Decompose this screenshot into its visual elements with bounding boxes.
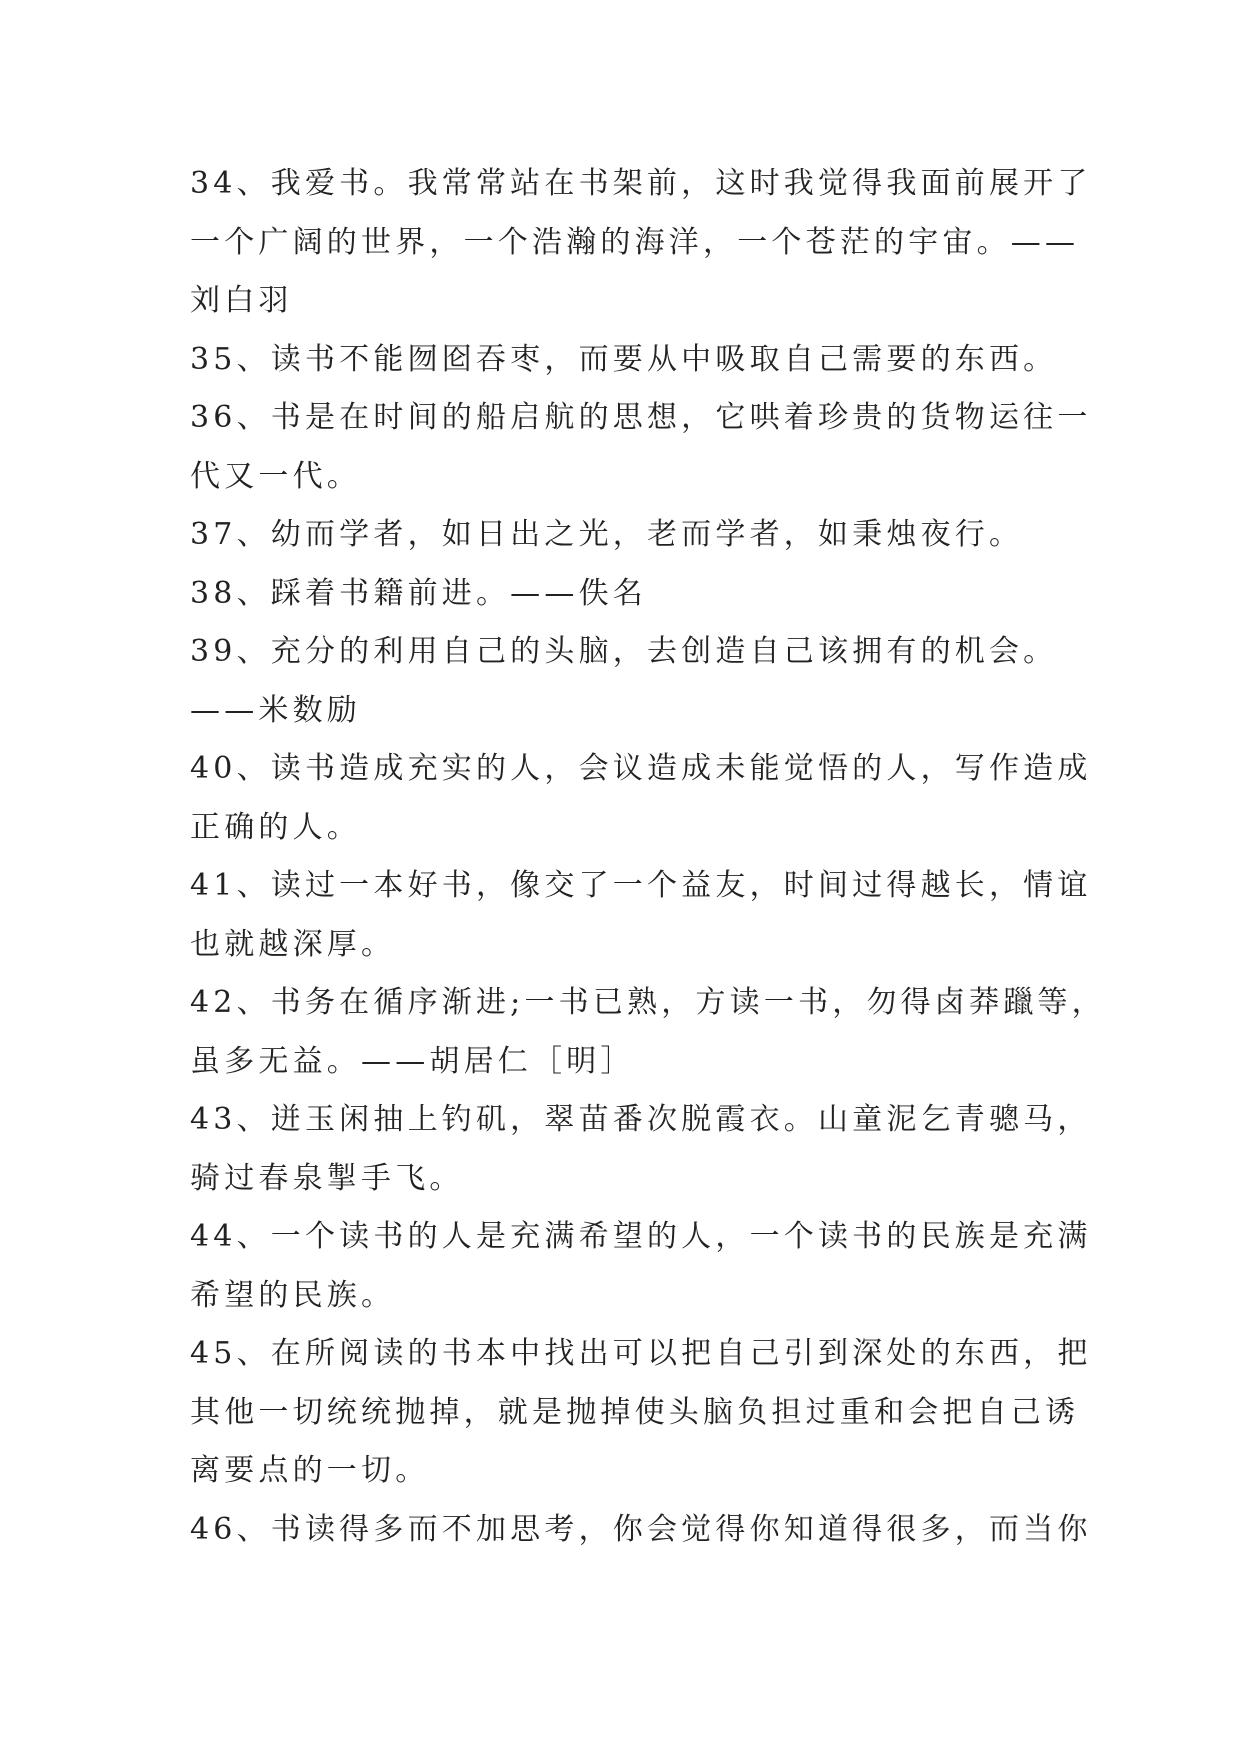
text-line: 36、书是在时间的船启航的思想，它哄着珍贵的货物运往一 xyxy=(190,400,1092,435)
quote-text-body xyxy=(190,155,1106,1559)
text-line: 骑过春泉掣手飞。 xyxy=(190,1160,464,1196)
text-line: 41、读过一本好书，像交了一个益友，时间过得越长，情谊 xyxy=(190,868,1092,903)
text-line: 37、幼而学者，如日出之光，老而学者，如秉烛夜行。 xyxy=(190,517,1024,552)
text-line: 离要点的一切。 xyxy=(190,1453,430,1488)
text-line: 希望的民族。 xyxy=(190,1277,396,1313)
text-line: 45、在所阅读的书本中找出可以把自己引到深处的东西，把 xyxy=(190,1336,1092,1371)
text-line: 42、书务在循序渐进;一书已熟，方读一书，勿得卤莽躐等， xyxy=(190,985,1106,1020)
text-line: 虽多无益。——胡居仁［明］ xyxy=(190,1043,635,1079)
text-line: 代又一代。 xyxy=(190,458,361,494)
text-line: 40、读书造成充实的人，会议造成未能觉悟的人，写作造成 xyxy=(190,751,1092,786)
text-line: 一个广阔的世界，一个浩瀚的海洋，一个苍茫的宇宙。—— xyxy=(190,224,1080,260)
text-line: 也就越深厚。 xyxy=(190,926,396,962)
text-line: 正确的人。 xyxy=(190,809,361,845)
text-line: 其他一切统统抛掉，就是抛掉使头脑负担过重和会把自己诱 xyxy=(190,1394,1080,1430)
text-line: 46、书读得多而不加思考，你会觉得你知道得很多，而当你 xyxy=(190,1511,1092,1547)
text-line: 38、踩着书籍前进。——佚名 xyxy=(190,575,647,611)
text-line: 刘白羽 xyxy=(190,283,293,318)
text-line: 34、我爱书。我常常站在书架前，这时我觉得我面前展开了 xyxy=(190,166,1092,201)
text-line: 44、一个读书的人是充满希望的人，一个读书的民族是充满 xyxy=(190,1219,1092,1254)
text-line: ——米数励 xyxy=(190,692,361,728)
text-line: 43、迸玉闲抽上钓矶，翠苗番次脱霞衣。山童泥乞青骢马， xyxy=(190,1102,1092,1137)
text-line: 39、充分的利用自己的头脑，去创造自己该拥有的机会。 xyxy=(190,634,1058,669)
text-line: 35、读书不能囫囵吞枣，而要从中吸取自己需要的东西。 xyxy=(190,341,1058,377)
